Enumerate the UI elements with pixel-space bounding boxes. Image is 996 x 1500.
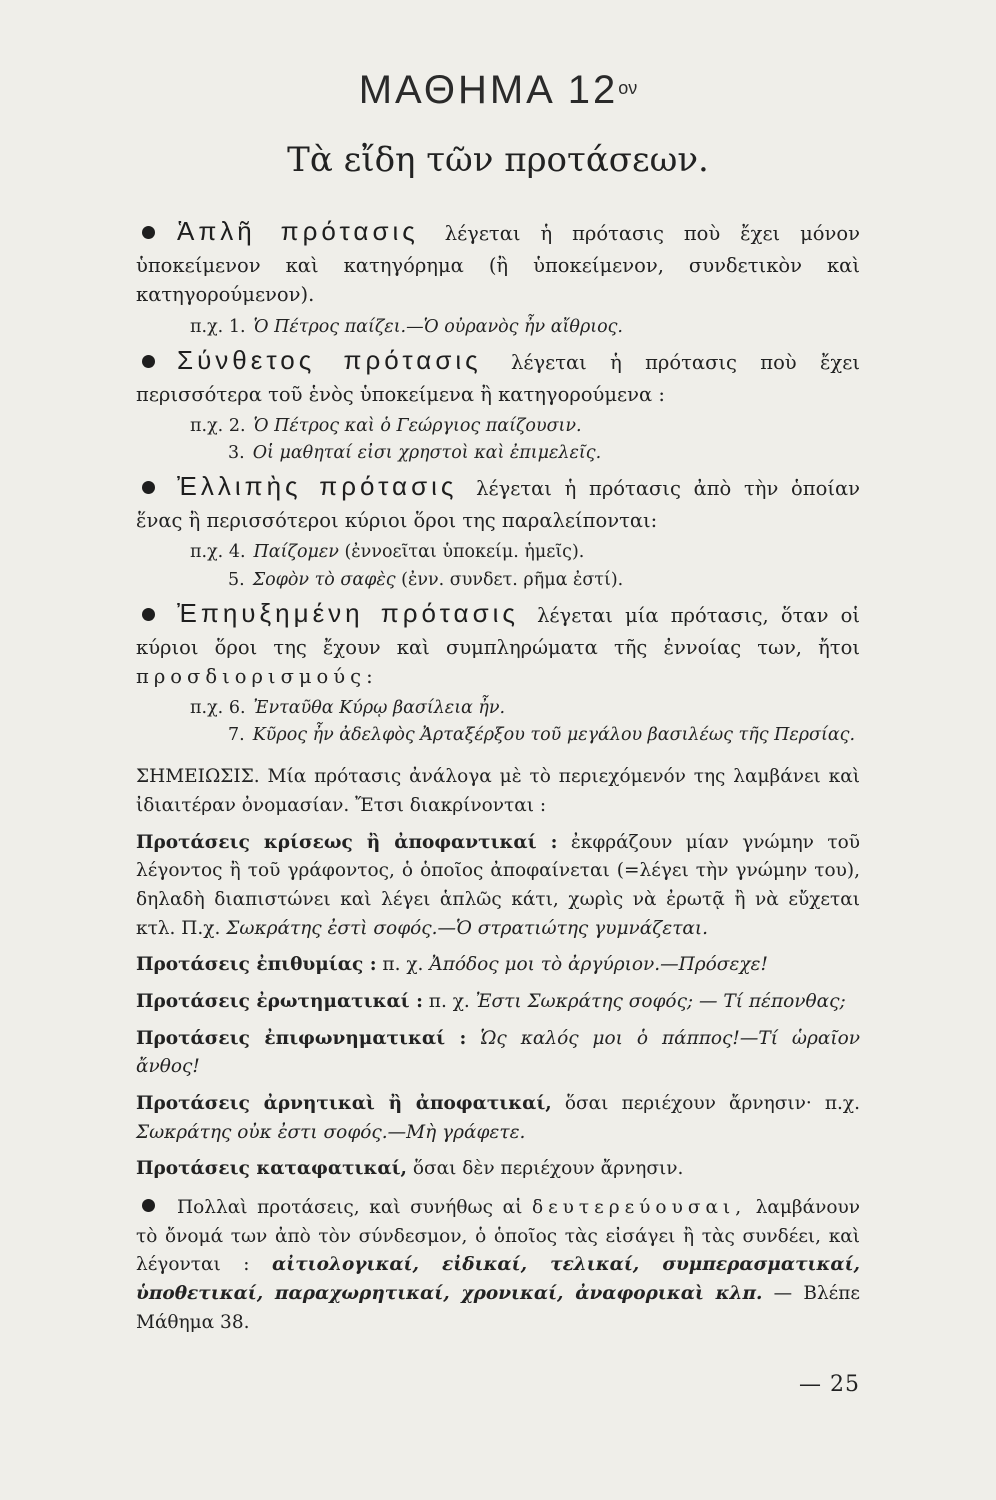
example-text: Ἐνταῦθα Κύρῳ βασίλεια ἦν. <box>253 698 506 719</box>
bullet-icon <box>142 355 155 368</box>
note-intro-text: Μία πρότασις ἀνάλογα μὲ τὸ περιεχόμενόν της λαμβάνει καὶ ἰδιαιτέραν ὀνομασίαν. Ἔτσι διακρίνονται : <box>136 766 860 817</box>
definition-elliptic: λέγεται ἡ πρότασις ἀπὸ τὴν ὁποίαν ἕνας ἢ περισσότεροι κύριοι ὅροι της παραλείπονται: <box>136 477 860 533</box>
note-epifonimatikai <box>136 1025 860 1082</box>
note-example: Ἐστι Σωκράτης σοφός; — Τί πέπονθας; <box>475 991 846 1013</box>
example-label: π.χ. <box>190 316 224 337</box>
term-elliptic: Ἐλλιπὴς πρότασις <box>177 471 458 502</box>
note-label: Προτάσεις καταφατικαί, <box>136 1158 407 1180</box>
section-simple <box>136 212 860 310</box>
bullet-icon <box>142 226 155 239</box>
lesson-content <box>136 212 860 1337</box>
note-label: Προτάσεις ἐρωτηματικαί : <box>136 991 423 1013</box>
note-label: Προτάσεις κρίσεως ἢ ἀποφαντικαί : <box>136 831 558 853</box>
example-2 <box>190 413 860 440</box>
bullet-icon <box>142 1199 155 1212</box>
example-number: 2. <box>228 415 246 436</box>
example-text: Κῦρος ἦν ἀδελφὸς Ἀρταξέρξου τοῦ μεγάλου βασιλέως τῆς Περσίας. <box>252 725 856 746</box>
note-reference: — Βλέπε Μάθημα 38. <box>136 1283 860 1333</box>
example-text: Ὁ Πέτρος καὶ ὁ Γεώργιος παίζουσιν. <box>253 415 582 436</box>
example-label: π.χ. <box>190 698 224 719</box>
example-note: (ἐνν. συνδετ. ρῆμα ἐστί). <box>401 569 624 590</box>
note-text: ἐκφράζουν μίαν γνώμην τοῦ λέγοντος ἢ τοῦ γράφοντος, ὁ ὁποῖος ἀποφαίνεται (=λέγει τὴν γνώμην του), δηλαδὴ διαπιστώνει καὶ λέγει ἁπλῶς κάτι, χωρὶς νὰ ἐρωτᾷ ἢ νὰ εὔχεται κτλ. Π.χ. <box>136 831 860 939</box>
note-example: Σωκράτης οὐκ ἐστι σοφός.—Μὴ γράφετε. <box>136 1121 526 1143</box>
note-epithymias <box>136 951 860 980</box>
example-label: π.χ. <box>190 415 224 436</box>
example-number: 1. <box>228 316 246 337</box>
example-number: 5. <box>228 569 245 590</box>
term-compound: Σύνθετος πρότασις <box>177 344 482 375</box>
note-label: Προτάσεις ἐπιθυμίας : <box>136 954 377 976</box>
lesson-title-text: ΜΑΘΗΜΑ 12 <box>358 68 619 112</box>
note-text: ὅσαι περιέχουν ἄρνησιν· π.χ. <box>564 1093 860 1115</box>
term-extended: Ἐπηυξημένη πρότασις <box>177 597 519 628</box>
note-text: π. χ. <box>428 991 470 1013</box>
note-list: αἰτιολογικαί, εἰδικαί, τελικαί, συμπερασματικαί, ὑποθετικαί, παραχωρητικαί, χρονικαί, ἀναφορικαὶ κλπ. <box>136 1254 860 1305</box>
note-krisis <box>136 829 860 944</box>
example-label: π.χ. <box>190 542 224 563</box>
lesson-title <box>0 68 996 113</box>
note-example: Ὡς καλός μοι ὁ πάππος!—Τί ὡραῖον ἄνθος! <box>136 1027 860 1078</box>
example-7 <box>228 722 860 749</box>
example-1 <box>190 314 860 341</box>
note-label: Προτάσεις ἀρνητικαὶ ἢ ἀποφατικαί, <box>136 1093 552 1115</box>
example-number: 4. <box>228 542 246 563</box>
note-text: λαμβάνουν τὸ ὄνομά των ἀπὸ τὸν σύνδεσμον, ὁ ὁποῖος τὰς εἰσάγει ἢ τὰς συνδέει, καὶ λέγονται : <box>136 1197 860 1276</box>
example-6 <box>190 695 860 722</box>
term-simple: Ἁπλῆ πρότασις <box>177 216 419 246</box>
definition-extended: λέγεται μία πρότασις, ὅταν οἱ κύριοι ὅροι της ἔχουν καὶ συμπληρώματα τῆς ἐννοίας των, ἤτοι <box>136 603 860 659</box>
example-3 <box>228 440 860 467</box>
section-compound <box>136 341 860 409</box>
note-arnitikai <box>136 1090 860 1147</box>
lesson-subtitle: Τὰ εἴδη τῶν προτάσεων. <box>287 140 709 180</box>
lesson-title-suffix: ον <box>618 78 638 98</box>
note-intro <box>136 763 860 820</box>
note-text: ὅσαι δὲν περιέχουν ἄρνησιν. <box>412 1158 684 1180</box>
definition-simple: λέγεται ἡ πρότασις ποὺ ἔχει μόνον ὑποκείμενον καὶ κατηγόρημα (ἢ ὑποκείμενον, συνδετικὸν καὶ κατηγορούμενον). <box>136 222 860 307</box>
note-example: Σωκράτης ἐστὶ σοφός.—Ὁ στρατιώτης γυμνάζεται. <box>226 917 709 939</box>
example-text: Παίζομεν <box>253 542 339 563</box>
section-elliptic <box>136 467 860 535</box>
note-label: Προτάσεις ἐπιφωνηματικαί : <box>136 1027 467 1049</box>
bullet-icon <box>142 608 155 621</box>
definition-compound: λέγεται ἡ πρότασις ποὺ ἔχει περισσότερα τοῦ ἑνὸς ὑποκείμενα ἢ κατηγορούμενα : <box>136 350 860 406</box>
example-4 <box>190 539 860 566</box>
example-text: Σοφὸν τὸ σαφὲς <box>252 569 396 590</box>
example-number: 6. <box>228 698 246 719</box>
note-erotimatikai <box>136 988 860 1017</box>
bullet-icon <box>142 481 155 494</box>
example-text: Οἱ μαθηταί εἰσι χρηστοὶ καὶ ἐπιμελεῖς. <box>252 443 602 463</box>
note-final <box>136 1194 860 1337</box>
example-note: (ἐννοεῖται ὑποκείμ. ἡμεῖς). <box>344 542 585 563</box>
example-text: Ὁ Πέτρος παίζει.—Ὁ οὐρανὸς ἦν αἴθριος. <box>253 316 623 337</box>
page-number: — 25 <box>799 1372 860 1397</box>
example-5 <box>228 567 860 594</box>
example-number: 3. <box>228 443 245 463</box>
note-katafatikai <box>136 1155 860 1184</box>
spaced-word: δευτερεύουσαι, <box>531 1197 747 1219</box>
note-text: Πολλαὶ προτάσεις, καὶ συνήθως αἱ <box>177 1197 523 1219</box>
example-number: 7. <box>228 725 245 746</box>
note-heading: ΣΗΜΕΙΩΣΙΣ. <box>136 766 260 788</box>
section-extended <box>136 594 860 692</box>
note-text: π. χ. <box>382 954 424 976</box>
spaced-word: προσδιορισμούς: <box>136 664 378 688</box>
note-example: Ἀπόδος μοι τὸ ἀργύριον.—Πρόσεχε! <box>429 954 768 976</box>
